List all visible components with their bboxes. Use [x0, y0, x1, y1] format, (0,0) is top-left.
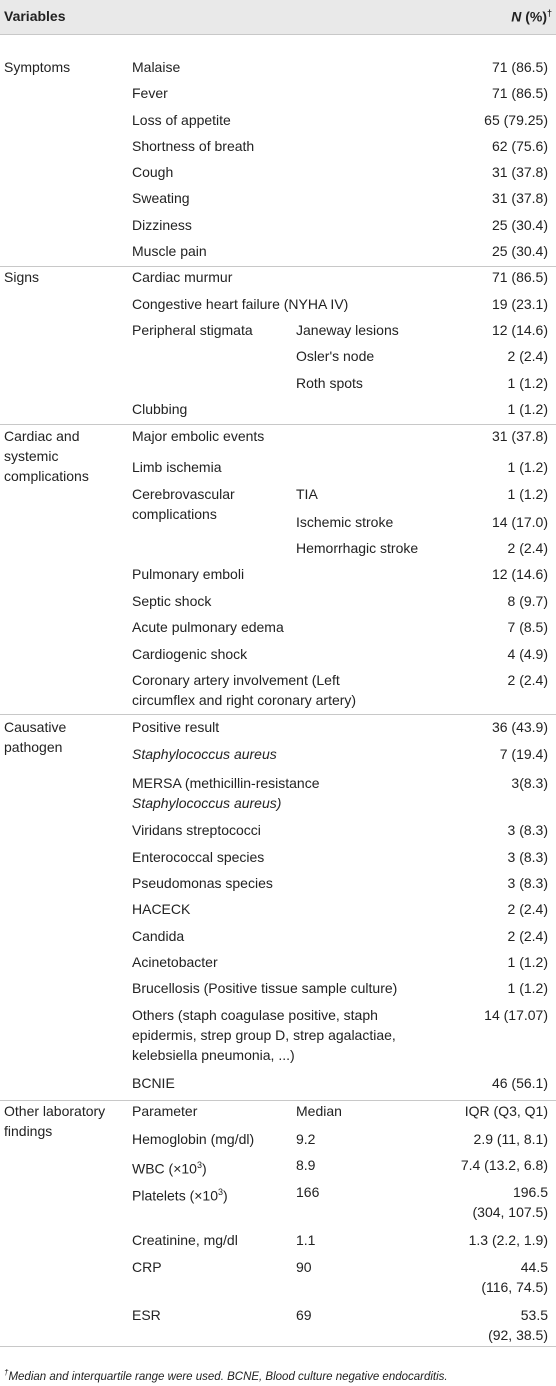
row-label: Candida [132, 928, 185, 944]
lab-param-text: Platelets (×10 [132, 1187, 218, 1204]
row-sublabel: Hemorrhagic stroke [296, 540, 419, 556]
row-value: 3 (8.3) [507, 849, 548, 865]
row-value: 3 (8.3) [507, 875, 548, 891]
lab-param-text: WBC (×10 [132, 1160, 197, 1177]
row-label: Pulmonary emboli [132, 566, 245, 582]
row-value: 62 (75.6) [491, 138, 548, 154]
row-label: Others (staph coagulase positive, staph epidermis, strep group D, strep agalactiae, kelebsiella pneumonia, ...) [132, 1007, 396, 1063]
row-value: 31 (37.8) [491, 428, 548, 444]
row-value: 12 (14.6) [491, 566, 548, 582]
group-lab-findings: Other laboratory findings [4, 1103, 106, 1139]
table-header [0, 0, 556, 35]
table-footnote [4, 1368, 448, 1383]
row-label: BCNIE [132, 1075, 175, 1091]
lab-param-close: ) [223, 1187, 228, 1204]
row-label: Coronary artery involvement (Left circumflex and right coronary artery) [132, 672, 357, 708]
header-n-label: N [511, 8, 522, 25]
row-value: 3 (8.3) [507, 822, 548, 838]
row-label: Staphylococcus aureus [132, 746, 277, 762]
header-variables: Variables [4, 8, 66, 24]
lab-param-close: ) [201, 1160, 207, 1177]
lab-median: 90 [296, 1259, 312, 1275]
row-value: 2 (2.4) [507, 672, 548, 688]
lab-param: Hemoglobin (mg/dl) [132, 1131, 255, 1147]
group-symptoms: Symptoms [4, 59, 71, 75]
group-divider [0, 424, 556, 425]
lab-iqr: 2.9 (11, 8.1) [473, 1131, 548, 1147]
lab-median: 8.9 [296, 1157, 316, 1173]
lab-col-iqr: IQR (Q3, Q1) [464, 1103, 548, 1119]
header-pct: (%) [521, 8, 547, 25]
row-value: 1 (1.2) [507, 954, 548, 970]
row-value: 1 (1.2) [507, 980, 548, 996]
row-label: Muscle pain [132, 243, 207, 259]
row-label: Viridans streptococci [132, 822, 261, 838]
row-sublabel: Roth spots [296, 375, 363, 391]
row-value: 7 (8.5) [507, 619, 548, 635]
row-value: 2 (2.4) [507, 540, 548, 556]
lab-param-exponent: 3 [218, 1187, 224, 1197]
row-label: Cerebrovascular complications [132, 486, 235, 522]
row-label: Septic shock [132, 593, 212, 609]
row-value: 46 (56.1) [491, 1075, 548, 1091]
row-label: Clubbing [132, 401, 188, 417]
row-value: 2 (2.4) [507, 928, 548, 944]
row-value: 25 (30.4) [491, 243, 548, 259]
lab-iqr: 196.5 [512, 1184, 548, 1200]
row-label: Cough [132, 164, 174, 180]
row-label: Pseudomonas species [132, 875, 273, 891]
row-value: 2 (2.4) [507, 901, 548, 917]
row-value: 71 (86.5) [491, 59, 548, 75]
header-n-percent [511, 8, 552, 25]
footnote-text: Median and interquartile range were used. BCNE, Blood culture negative endocarditis. [8, 1370, 448, 1383]
lab-median: 166 [296, 1184, 320, 1200]
lab-param [132, 1182, 228, 1206]
row-label: Sweating [132, 190, 190, 206]
row-label: Congestive heart failure (NYHA IV) [132, 296, 349, 312]
row-value: 1 (1.2) [507, 486, 548, 502]
row-label: Limb ischemia [132, 459, 222, 475]
row-value: 7 (19.4) [499, 746, 548, 762]
row-value: 12 (14.6) [491, 322, 548, 338]
row-label: Peripheral stigmata [132, 322, 253, 338]
row-value: 14 (17.0) [491, 514, 548, 530]
lab-median: 9.2 [296, 1131, 316, 1147]
lab-param: CRP [132, 1259, 162, 1275]
row-label: MERSA (methicillin-resistance [132, 775, 320, 791]
row-value: 3(8.3) [511, 775, 548, 791]
lab-param: ESR [132, 1307, 161, 1323]
row-value: 25 (30.4) [491, 217, 548, 233]
row-label: Positive result [132, 719, 220, 735]
lab-iqr-range: (116, 74.5) [481, 1279, 548, 1295]
row-value: 31 (37.8) [491, 164, 548, 180]
row-label: Major embolic events [132, 428, 265, 444]
row-label: Dizziness [132, 217, 192, 233]
row-label: Loss of appetite [132, 112, 231, 128]
header-dagger: † [546, 8, 552, 18]
row-label: Brucellosis (Positive tissue sample culture) [132, 980, 398, 996]
group-divider [0, 266, 556, 267]
row-label: Malaise [132, 59, 181, 75]
row-label: Shortness of breath [132, 138, 255, 154]
footnote-dagger: † [4, 1368, 9, 1377]
row-label: Fever [132, 85, 168, 101]
row-label: HACECK [132, 901, 191, 917]
row-sublabel: Osler's node [296, 348, 375, 364]
row-value: 4 (4.9) [507, 646, 548, 662]
lab-iqr-range: (92, 38.5) [488, 1327, 548, 1343]
group-causative-pathogen: Causative pathogen [4, 719, 67, 755]
row-value: 14 (17.07) [484, 1007, 548, 1023]
lab-median: 1.1 [296, 1232, 316, 1248]
lab-param: Creatinine, mg/dl [132, 1232, 238, 1248]
row-value: 8 (9.7) [507, 593, 548, 609]
row-value: 19 (23.1) [491, 296, 548, 312]
row-value: 1 (1.2) [507, 459, 548, 475]
row-value: 31 (37.8) [491, 190, 548, 206]
group-divider [0, 714, 556, 715]
group-signs: Signs [4, 269, 40, 285]
lab-iqr: 44.5 [520, 1259, 548, 1275]
lab-iqr: 7.4 (13.2, 6.8) [460, 1157, 548, 1173]
row-sublabel: TIA [296, 486, 318, 502]
row-value: 2 (2.4) [507, 348, 548, 364]
row-label: Acinetobacter [132, 954, 218, 970]
row-label: Cardiogenic shock [132, 646, 248, 662]
group-cardiac-complications: Cardiac and systemic complications [4, 428, 89, 484]
lab-iqr: 1.3 (2.2, 1.9) [468, 1232, 548, 1248]
row-value: 1 (1.2) [507, 401, 548, 417]
row-sublabel: Janeway lesions [296, 322, 399, 338]
lab-iqr: 53.5 [520, 1307, 548, 1323]
lab-param-exponent: 3 [196, 1160, 202, 1170]
lab-param [132, 1155, 207, 1179]
row-label: Enterococcal species [132, 849, 265, 865]
row-sublabel: Ischemic stroke [296, 514, 394, 530]
row-value: 71 (86.5) [491, 85, 548, 101]
lab-median: 69 [296, 1307, 312, 1323]
lab-col-median: Median [296, 1103, 342, 1119]
row-value: 71 (86.5) [491, 269, 548, 285]
lab-col-parameter: Parameter [132, 1103, 198, 1119]
row-label: Acute pulmonary edema [132, 619, 284, 635]
row-label: Cardiac murmur [132, 269, 233, 285]
row-label-italic: Staphylococcus aureus) [132, 795, 282, 811]
row-value: 36 (43.9) [491, 719, 548, 735]
table-bottom-rule [0, 1346, 556, 1347]
row-value: 65 (79.25) [484, 112, 548, 128]
lab-iqr-range: (304, 107.5) [472, 1204, 548, 1220]
row-value: 1 (1.2) [507, 375, 548, 391]
